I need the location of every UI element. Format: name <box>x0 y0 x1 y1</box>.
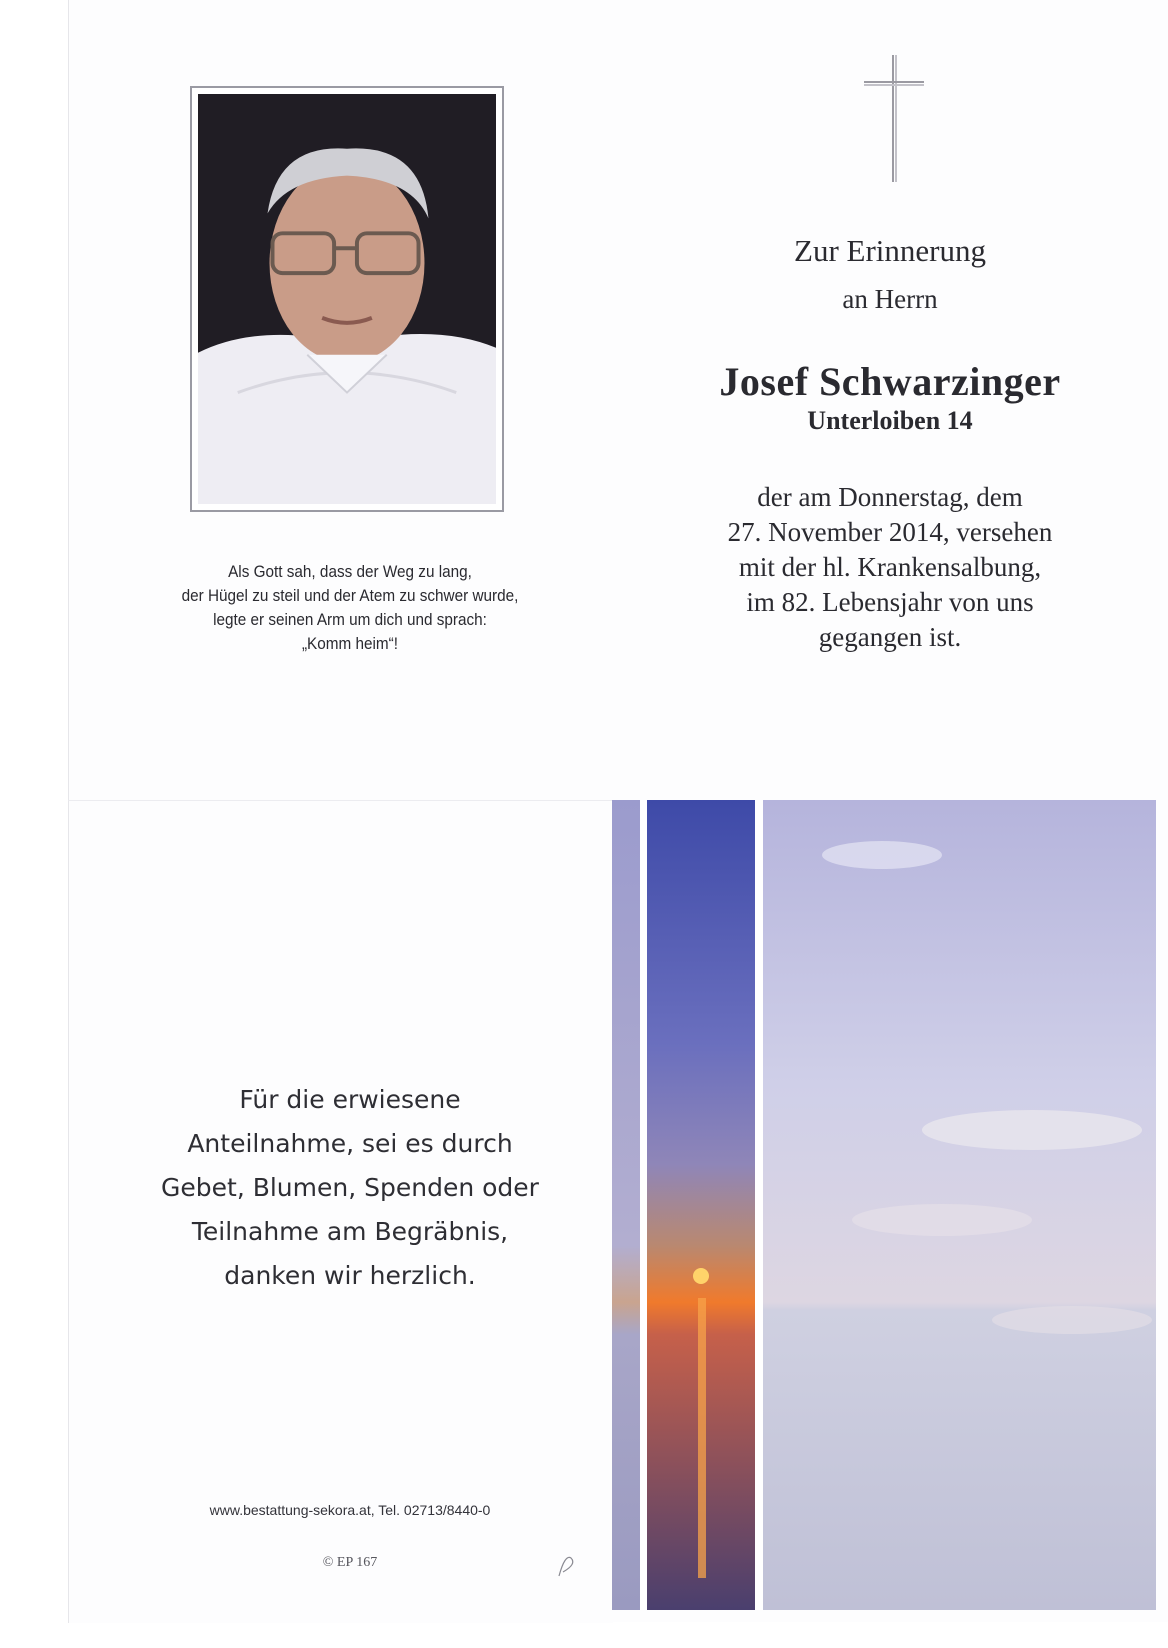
death-notice-line: der am Donnerstag, dem <box>757 482 1023 512</box>
thanks-line: Für die erwiesene <box>239 1085 461 1114</box>
death-notice-line: gegangen ist. <box>818 622 962 652</box>
copyright-code: © EP 167 <box>322 1555 378 1570</box>
portrait-photo <box>198 94 496 504</box>
death-notice <box>612 480 1168 655</box>
death-notice-line: 27. November 2014, versehen <box>727 517 1053 547</box>
deceased-name: Josef Schwarzinger <box>719 359 1061 404</box>
memory-title: Zur Erinnerung <box>794 233 986 268</box>
deceased-address: Unterloiben 14 <box>807 406 973 435</box>
death-notice-line: im 82. Lebensjahr von uns <box>746 587 1034 617</box>
thanks-line: Anteilnahme, sei es durch <box>187 1129 513 1158</box>
thanks-line: danken wir herzlich. <box>224 1261 476 1290</box>
thanks-message <box>120 1078 580 1298</box>
death-notice-line: mit der hl. Krankensalbung, <box>738 552 1042 582</box>
portrait-frame <box>190 86 504 512</box>
sunset-sea-image <box>612 800 1156 1610</box>
poem-line: „Komm heim“! <box>301 634 399 653</box>
memory-subtitle: an Herrn <box>842 284 938 314</box>
signature-mark <box>555 1550 579 1580</box>
funeral-home-contact: www.bestattung-sekora.at, Tel. 02713/8440-0 <box>209 1502 491 1518</box>
cross-icon <box>864 55 924 185</box>
poem-line: legte er seinen Arm um dich und sprach: <box>213 610 487 629</box>
thanks-line: Teilnahme am Begräbnis, <box>191 1217 509 1246</box>
poem-line: der Hügel zu steil und der Atem zu schwer wurde, <box>181 586 519 605</box>
poem <box>143 560 557 656</box>
poem-line: Als Gott sah, dass der Weg zu lang, <box>228 562 472 581</box>
thanks-line: Gebet, Blumen, Spenden oder <box>161 1173 539 1202</box>
